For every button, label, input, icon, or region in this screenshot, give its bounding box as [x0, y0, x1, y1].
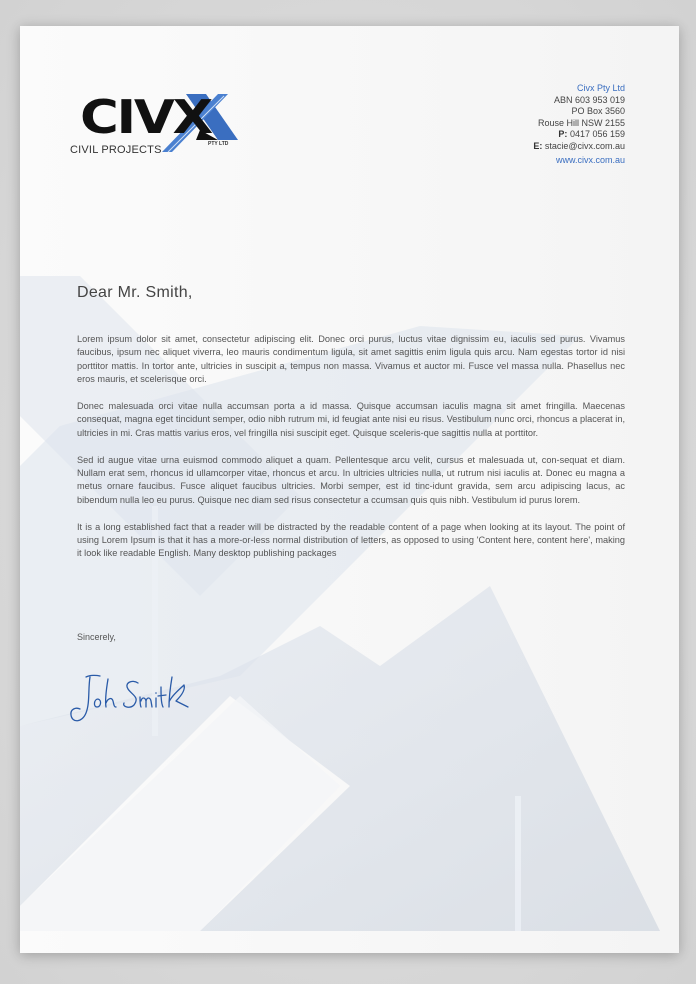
company-address-block — [533, 83, 625, 166]
letter-salutation: Dear Mr. Smith, — [77, 284, 193, 301]
body-paragraph: Donec malesuada orci vitae nulla accumsan porta a id massa. Quisque accumsan iaculis magna sit amet fringilla. Maecenas consequat, magna eget tincidunt semper, odio nibh rutrum mi, id feugiat ante nisi eu risus. Vestibulum nunc orci, rhoncus a placerat in, ultricies in mi. Cras mattis varius eros, vel fringilla nisi suscipit eget. Quisque sceleris-que sagittis nulla at porttitor. — [77, 401, 625, 438]
logo-wordmark: CIVX — [80, 90, 212, 144]
body-paragraph: It is a long established fact that a reader will be distracted by the readable content of a page when looking at its layout. The point of using Lorem Ipsum is that it has a more-or-less normal distribution of letters, as opposed to using 'Content here, content here', making it look like readable English. Many desktop publishing packages — [77, 521, 625, 559]
company-abn: ABN 603 953 019 — [553, 94, 625, 105]
handwritten-signature — [68, 669, 198, 727]
company-email[interactable]: stacie@civx.com.au — [544, 140, 625, 151]
company-suburb: Rouse Hill NSW 2155 — [537, 117, 625, 128]
logo-subtitle: CIVIL PROJECTS — [70, 144, 162, 156]
logo-suffix: PTY LTD — [208, 141, 229, 147]
company-website[interactable]: www.civx.com.au — [555, 154, 625, 165]
letterhead-page — [20, 26, 679, 953]
company-name: Civx Pty Ltd — [576, 83, 625, 93]
email-label: E: — [533, 140, 543, 151]
company-email-line — [533, 141, 625, 153]
company-phone: 0417 056 159 — [569, 129, 625, 140]
letter-closing: Sincerely, — [77, 632, 116, 642]
watermark-stripe — [515, 796, 521, 931]
body-paragraph: Lorem ipsum dolor sit amet, consectetur adipiscing elit. Donec orci purus, luctus vitae dignissim eu, iaculis sed purus. Vivamus faucibus, ipsum nec aliquet viverra, leo mauris condimentum ligula, sit amet sagittis enim ligula quis arcu. Nam egestas tortor id nisi porttitor mattis. In tortor ante, ultricies in suscipit a, tempus non massa. Vivamus et auctor mi. Fusce vel massa nulla. Phasellus nec eros mauris, et scelerisque orci. — [77, 334, 625, 385]
body-paragraph: Sed id augue vitae urna euismod commodo aliquet a quam. Pellentesque arcu velit, cursus et malesuada ut, con-sequat et diam. Nullam erat sem, rhoncus id ullamcorper vitae, rhoncus et arcu. In ultricies ultricies nulla, ut rutrum nisi iaculis at. Donec eu magna a metus ornare faucibus. Fusce aliquet faucibus ultricies. Morbi semper, est id tinc-idunt gravida, sem arcu adipiscing lacus, ac bibendum nulla leo eu purus. Quisque nec diam sed risus consectetur a ccumsan quis quis nibh. Vestibulum id purus lorem. — [77, 454, 625, 505]
letter-body — [77, 333, 625, 574]
company-logo — [68, 86, 243, 161]
company-phone-line — [533, 129, 625, 141]
company-po-box: PO Box 3560 — [571, 106, 625, 117]
phone-label: P: — [558, 129, 568, 140]
